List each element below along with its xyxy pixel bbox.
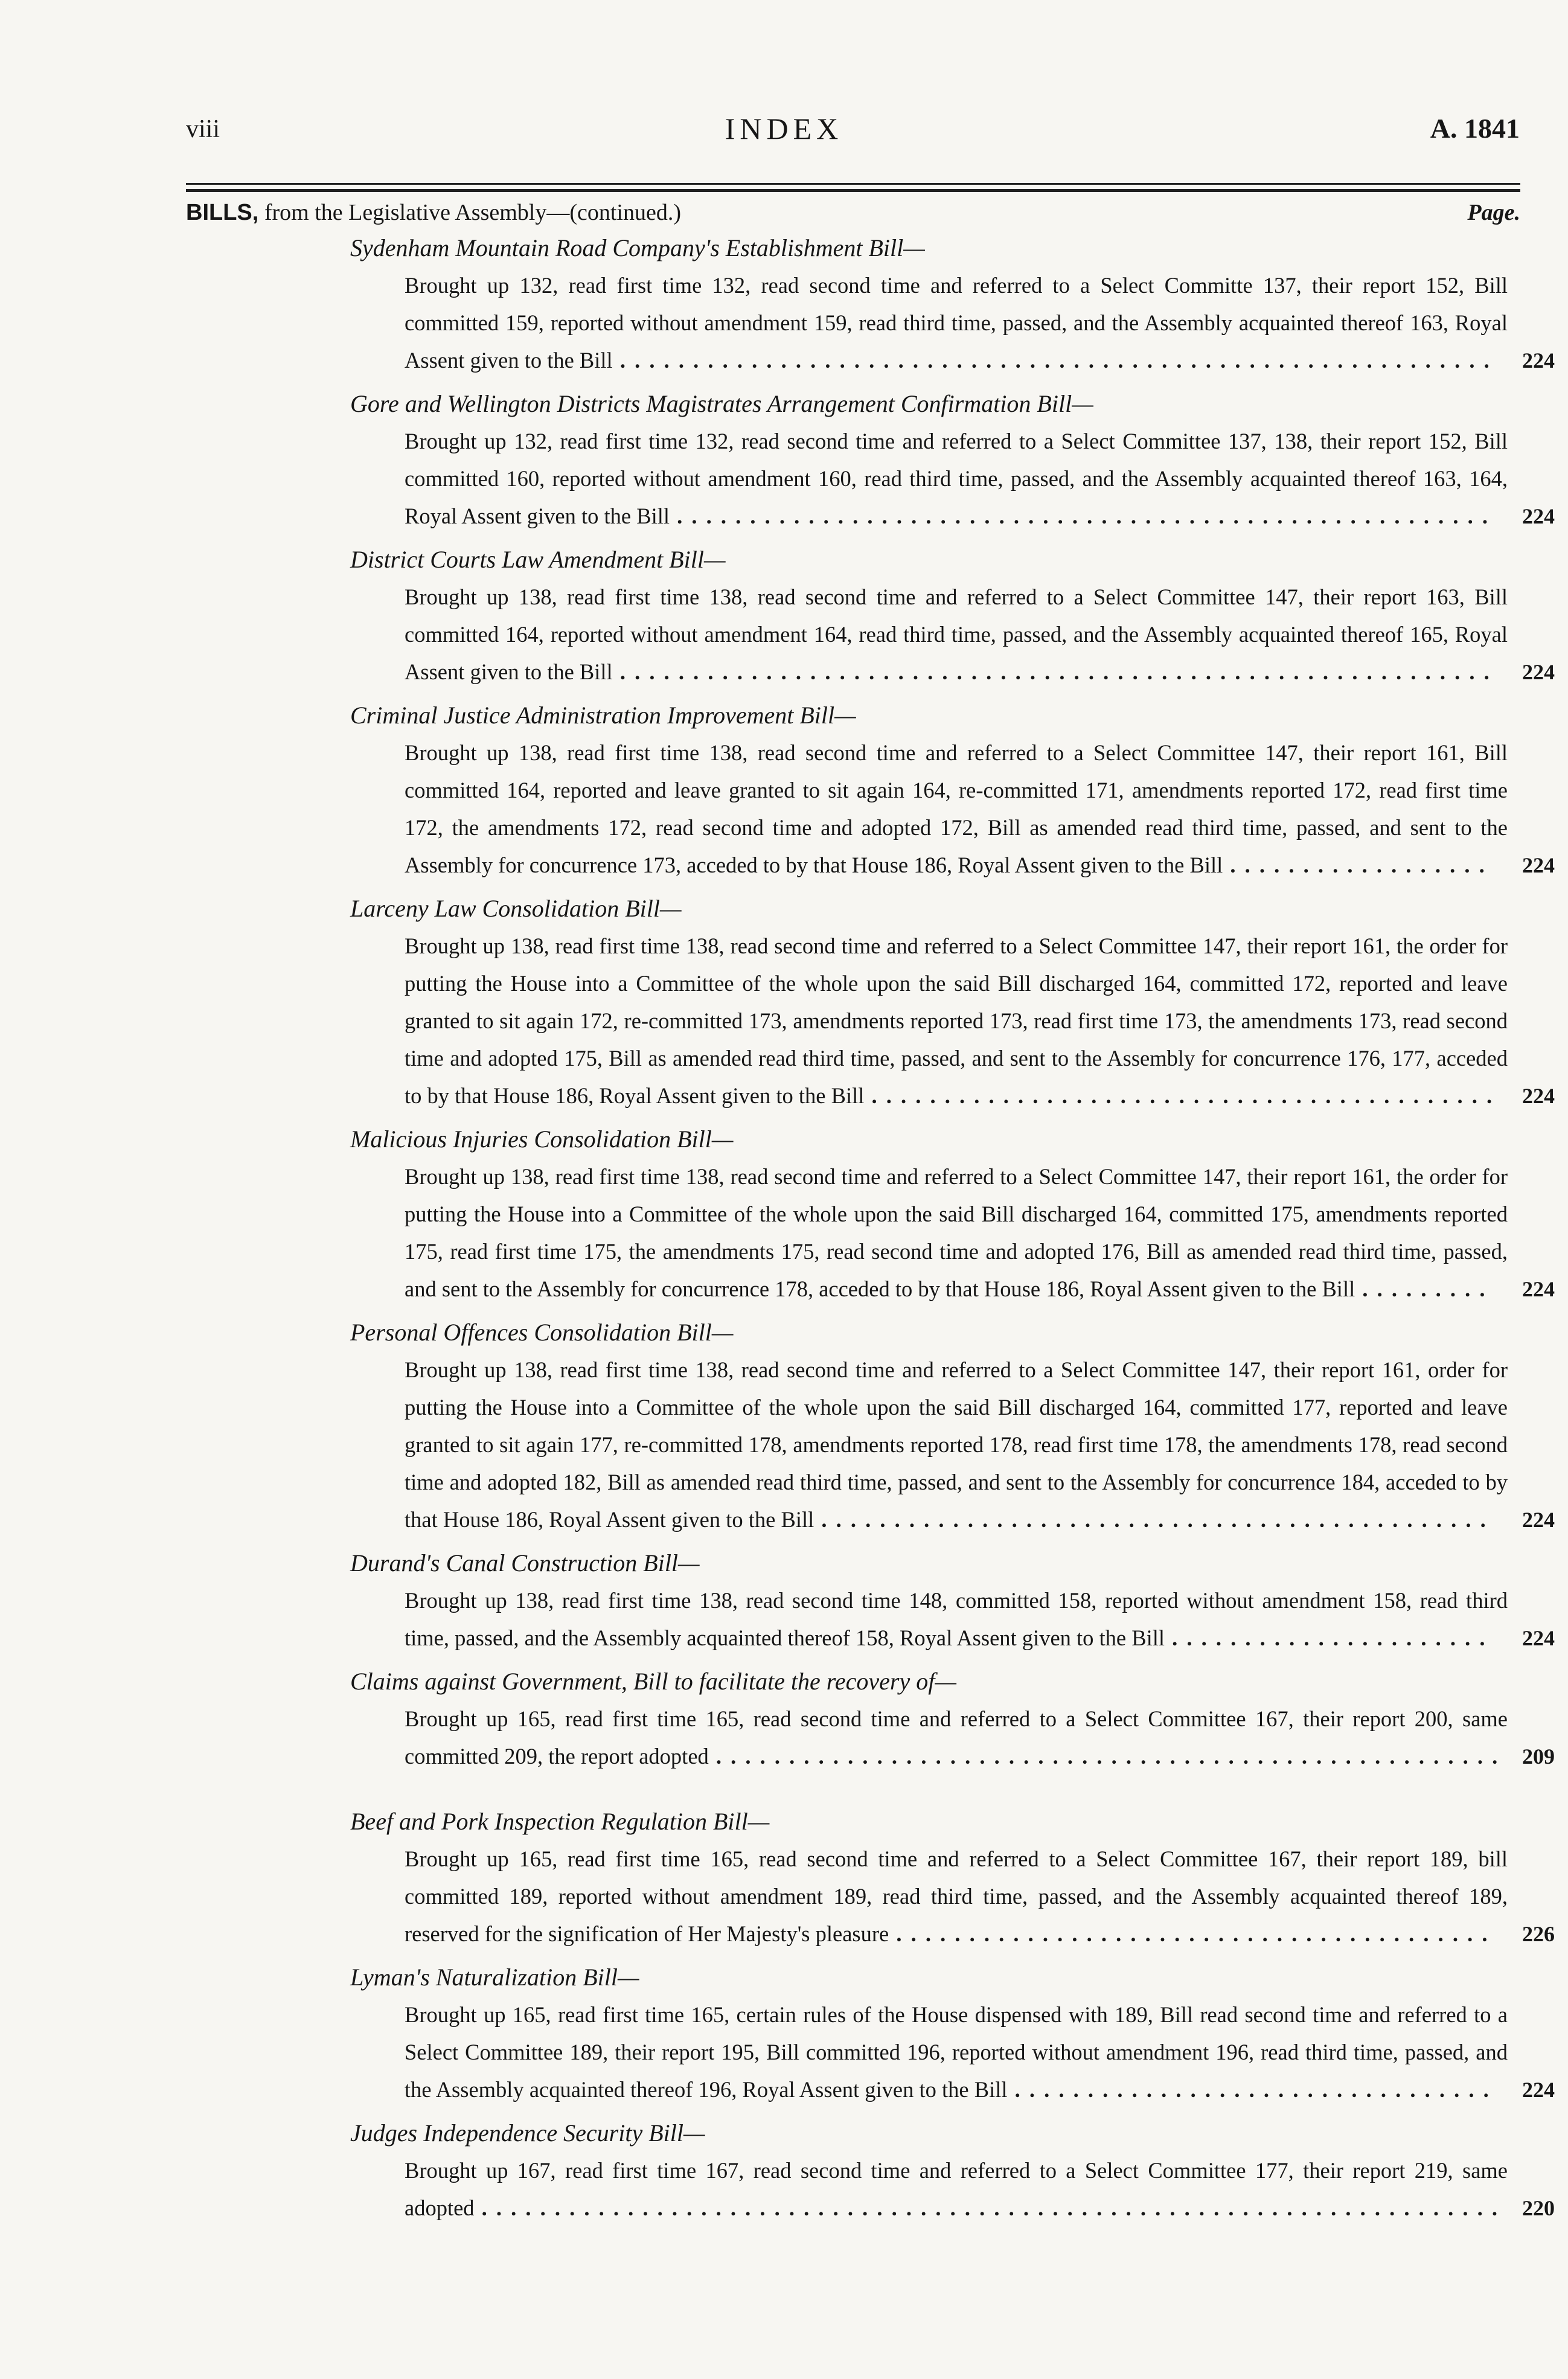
entry-text: Brought up 167, read first time 167, read second time and referred to a Select Committee 177, their report 219, same adopted	[405, 2158, 1508, 2220]
entry-page-number: 224	[1522, 2078, 1555, 2102]
index-entry	[350, 2115, 1555, 2227]
entry-title: Malicious Injuries Consolidation Bill—	[350, 1125, 734, 1153]
header-rule-thick	[186, 189, 1520, 192]
entry-page-number: 224	[1522, 348, 1555, 373]
index-entry	[350, 385, 1555, 535]
entry-page-number: 224	[1522, 1277, 1555, 1301]
index-entry	[350, 541, 1555, 691]
entry-text: Brought up 132, read first time 132, read second time and referred to a Select Committee 137, 138, their report 152, Bill committed 160, reported without amendment 160, read third time, passed, and the Assembly acquainted thereof 163, 164, Royal Assent given to the Bill	[405, 429, 1508, 528]
entry-text: Brought up 138, read first time 138, read second time and referred to a Select Committee 147, their report 161, the order for putting the House into a Committee of the whole upon the said Bill discharged 164, committed 172, reported and leave granted to sit again 172, re-committed 173, amendments reported 173, read first time 173, the amendments 173, read second time and adopted 175, Bill as amended read third time, passed, and sent to the Assembly for concurrence 176, 177, acceded to by that House 186, Royal Assent given to the Bill	[405, 933, 1508, 1108]
entry-page-number: 224	[1522, 1084, 1555, 1108]
entry-page-number: 224	[1522, 504, 1555, 528]
section-heading	[186, 199, 1520, 226]
dot-leader: . . . . . . . . . . . . . . . . . . . . . . . . . . . . . . . . . . . . . . . . . . . . . . . . . . . . . .	[708, 1744, 1500, 1769]
page-title: INDEX	[725, 112, 843, 146]
dot-leader: . . . . . . . . .	[1355, 1276, 1487, 1301]
index-entry	[350, 1803, 1555, 1953]
entry-body	[405, 1996, 1555, 2108]
index-entry	[350, 697, 1555, 884]
entry-body	[405, 927, 1555, 1115]
entry-text: Brought up 138, read first time 138, read second time and referred to a Select Committee 147, their report 161, order for putting the House into a Committee of the whole upon the said Bill discharged 164, committed 177, reported and leave granted to sit again 177, re-committed 178, amendments reported 178, read first time 178, the amendments 178, read second time and adopted 182, Bill as amended read third time, passed, and sent to the Assembly for concurrence 184, acceded to by that House 186, Royal Assent given to the Bill	[405, 1357, 1508, 1532]
index-entry	[350, 229, 1555, 379]
dot-leader: . . . . . . . . . . . . . . . . . . . . . .	[1165, 1625, 1487, 1650]
index-entry	[350, 1314, 1555, 1539]
index-entry	[350, 1545, 1555, 1657]
entry-title: Personal Offences Consolidation Bill—	[350, 1319, 734, 1346]
dot-leader: . . . . . . . . . . . . . . . . . . . . . . . . . . . . . . . . . . . . . . . . . . . . . . . . . . . . . . . .	[670, 504, 1490, 528]
entry-page-number: 224	[1522, 853, 1555, 877]
entry-text: Brought up 138, read first time 138, read second time and referred to a Select Committee 147, their report 161, the order for putting the House into a Committee of the whole upon the said Bill discharged 164, committed 175, amendments reported 175, read first time 175, the amendments 175, read second time and adopted 176, Bill as amended read third time, passed, and sent to the Assembly for concurrence 178, acceded to by that House 186, Royal Assent given to the Bill	[405, 1164, 1508, 1301]
dot-leader: . . . . . . . . . . . . . . . . . . . . . . . . . . . . . . . . . . . . . . . . . . . . . .	[814, 1507, 1488, 1532]
dot-leader: . . . . . . . . . . . . . . . . . . . . . . . . . . . . . . . . . . . . . . . . .	[889, 1921, 1490, 1946]
dot-leader: . . . . . . . . . . . . . . . . . .	[1223, 853, 1486, 877]
entry-body	[405, 1351, 1555, 1539]
entry-title: Claims against Government, Bill to facilitate the recovery of—	[350, 1668, 956, 1695]
entry-body	[405, 2152, 1555, 2227]
dot-leader: . . . . . . . . . . . . . . . . . . . . . . . . . . . . . . . . . . . . . . . . . . . . . . . . . . . . . . . . . . . .	[612, 348, 1491, 373]
entry-body	[405, 267, 1555, 379]
index-entry	[350, 1959, 1555, 2108]
dot-leader: . . . . . . . . . . . . . . . . . . . . . . . . . . . . . . . . . . . . . . . . . . . . . . . . . . . . . . . . . . . . . . . . . . . . . .	[474, 2195, 1500, 2220]
entry-title: Sydenham Mountain Road Company's Establishment Bill—	[350, 234, 925, 261]
entry-body	[405, 1840, 1555, 1953]
entry-body	[405, 578, 1555, 691]
page-column-label: Page.	[1467, 200, 1520, 225]
section-title: BILLS,	[186, 200, 259, 225]
index-entries	[350, 229, 1555, 2233]
year-label: A. 1841	[1430, 113, 1520, 144]
section-subtitle: from the Legislative Assembly—(continued.)	[264, 200, 682, 225]
index-entry	[350, 1663, 1555, 1775]
entry-title: Criminal Justice Administration Improvement Bill—	[350, 702, 856, 729]
entry-title: Gore and Wellington Districts Magistrates Arrangement Confirmation Bill—	[350, 390, 1093, 417]
entry-body	[405, 1700, 1555, 1775]
entry-text: Brought up 138, read first time 138, read second time and referred to a Select Committee 147, their report 163, Bill committed 164, reported without amendment 164, read third time, passed, and the Assembly acquainted thereof 165, Royal Assent given to the Bill	[405, 584, 1508, 684]
entry-title: Larceny Law Consolidation Bill—	[350, 895, 682, 922]
dot-leader: . . . . . . . . . . . . . . . . . . . . . . . . . . . . . . . . .	[1007, 2077, 1491, 2102]
index-entry	[350, 1121, 1555, 1308]
entry-body	[405, 1158, 1555, 1308]
header-rule-thin	[186, 183, 1520, 185]
entry-page-number: 224	[1522, 1508, 1555, 1532]
entry-body	[405, 734, 1555, 884]
entry-body	[405, 423, 1555, 535]
dot-leader: . . . . . . . . . . . . . . . . . . . . . . . . . . . . . . . . . . . . . . . . . . .	[864, 1083, 1494, 1108]
entry-page-number: 226	[1522, 1922, 1555, 1946]
entry-text: Brought up 165, read first time 165, read second time and referred to a Select Committee 167, their report 200, same committed 209, the report adopted	[405, 1706, 1508, 1769]
entry-page-number: 224	[1522, 1626, 1555, 1650]
entry-text: Brought up 165, read first time 165, certain rules of the House dispensed with 189, Bill read second time and referred to a Select Committee 189, their report 195, Bill committed 196, reported without amendment 196, read third time, passed, and the Assembly acquainted thereof 196, Royal Assent given to the Bill	[405, 2002, 1508, 2102]
entry-title: Judges Independence Security Bill—	[350, 2119, 705, 2147]
entry-text: Brought up 138, read first time 138, read second time 148, committed 158, reported without amendment 158, read third time, passed, and the Assembly acquainted thereof 158, Royal Assent given to the Bill	[405, 1588, 1508, 1650]
dot-leader: . . . . . . . . . . . . . . . . . . . . . . . . . . . . . . . . . . . . . . . . . . . . . . . . . . . . . . . . . . . .	[612, 659, 1491, 684]
entry-title: Durand's Canal Construction Bill—	[350, 1549, 700, 1577]
entry-title: Beef and Pork Inspection Regulation Bill—	[350, 1808, 770, 1835]
entry-text: Brought up 132, read first time 132, read second time and referred to a Select Committe 137, their report 152, Bill committed 159, reported without amendment 159, read third time, passed, and the Assembly acquainted thereof 163, Royal Assent given to the Bill	[405, 273, 1508, 373]
entry-page-number: 209	[1522, 1744, 1555, 1769]
entry-title: District Courts Law Amendment Bill—	[350, 546, 726, 573]
page-number: viii	[186, 115, 220, 143]
index-entry	[350, 890, 1555, 1115]
entry-title: Lyman's Naturalization Bill—	[350, 1964, 639, 1991]
entry-text: Brought up 138, read first time 138, read second time and referred to a Select Committee 147, their report 161, Bill committed 164, reported and leave granted to sit again 164, re-committed 171, amendments reported 172, read first time 172, the amendments 172, read second time and adopted 172, Bill as amended read third time, passed, and sent to the Assembly for concurrence 173, acceded to by that House 186, Royal Assent given to the Bill	[405, 740, 1508, 877]
entry-page-number: 220	[1522, 2196, 1555, 2220]
entry-page-number: 224	[1522, 660, 1555, 684]
page-header	[0, 112, 1568, 157]
entry-text: Brought up 165, read first time 165, read second time and referred to a Select Committee 167, their report 189, bill committed 189, reported without amendment 189, read third time, passed, and the Assembly acquainted thereof 189, reserved for the signification of Her Majesty's pleasure	[405, 1846, 1508, 1946]
entry-body	[405, 1582, 1555, 1657]
